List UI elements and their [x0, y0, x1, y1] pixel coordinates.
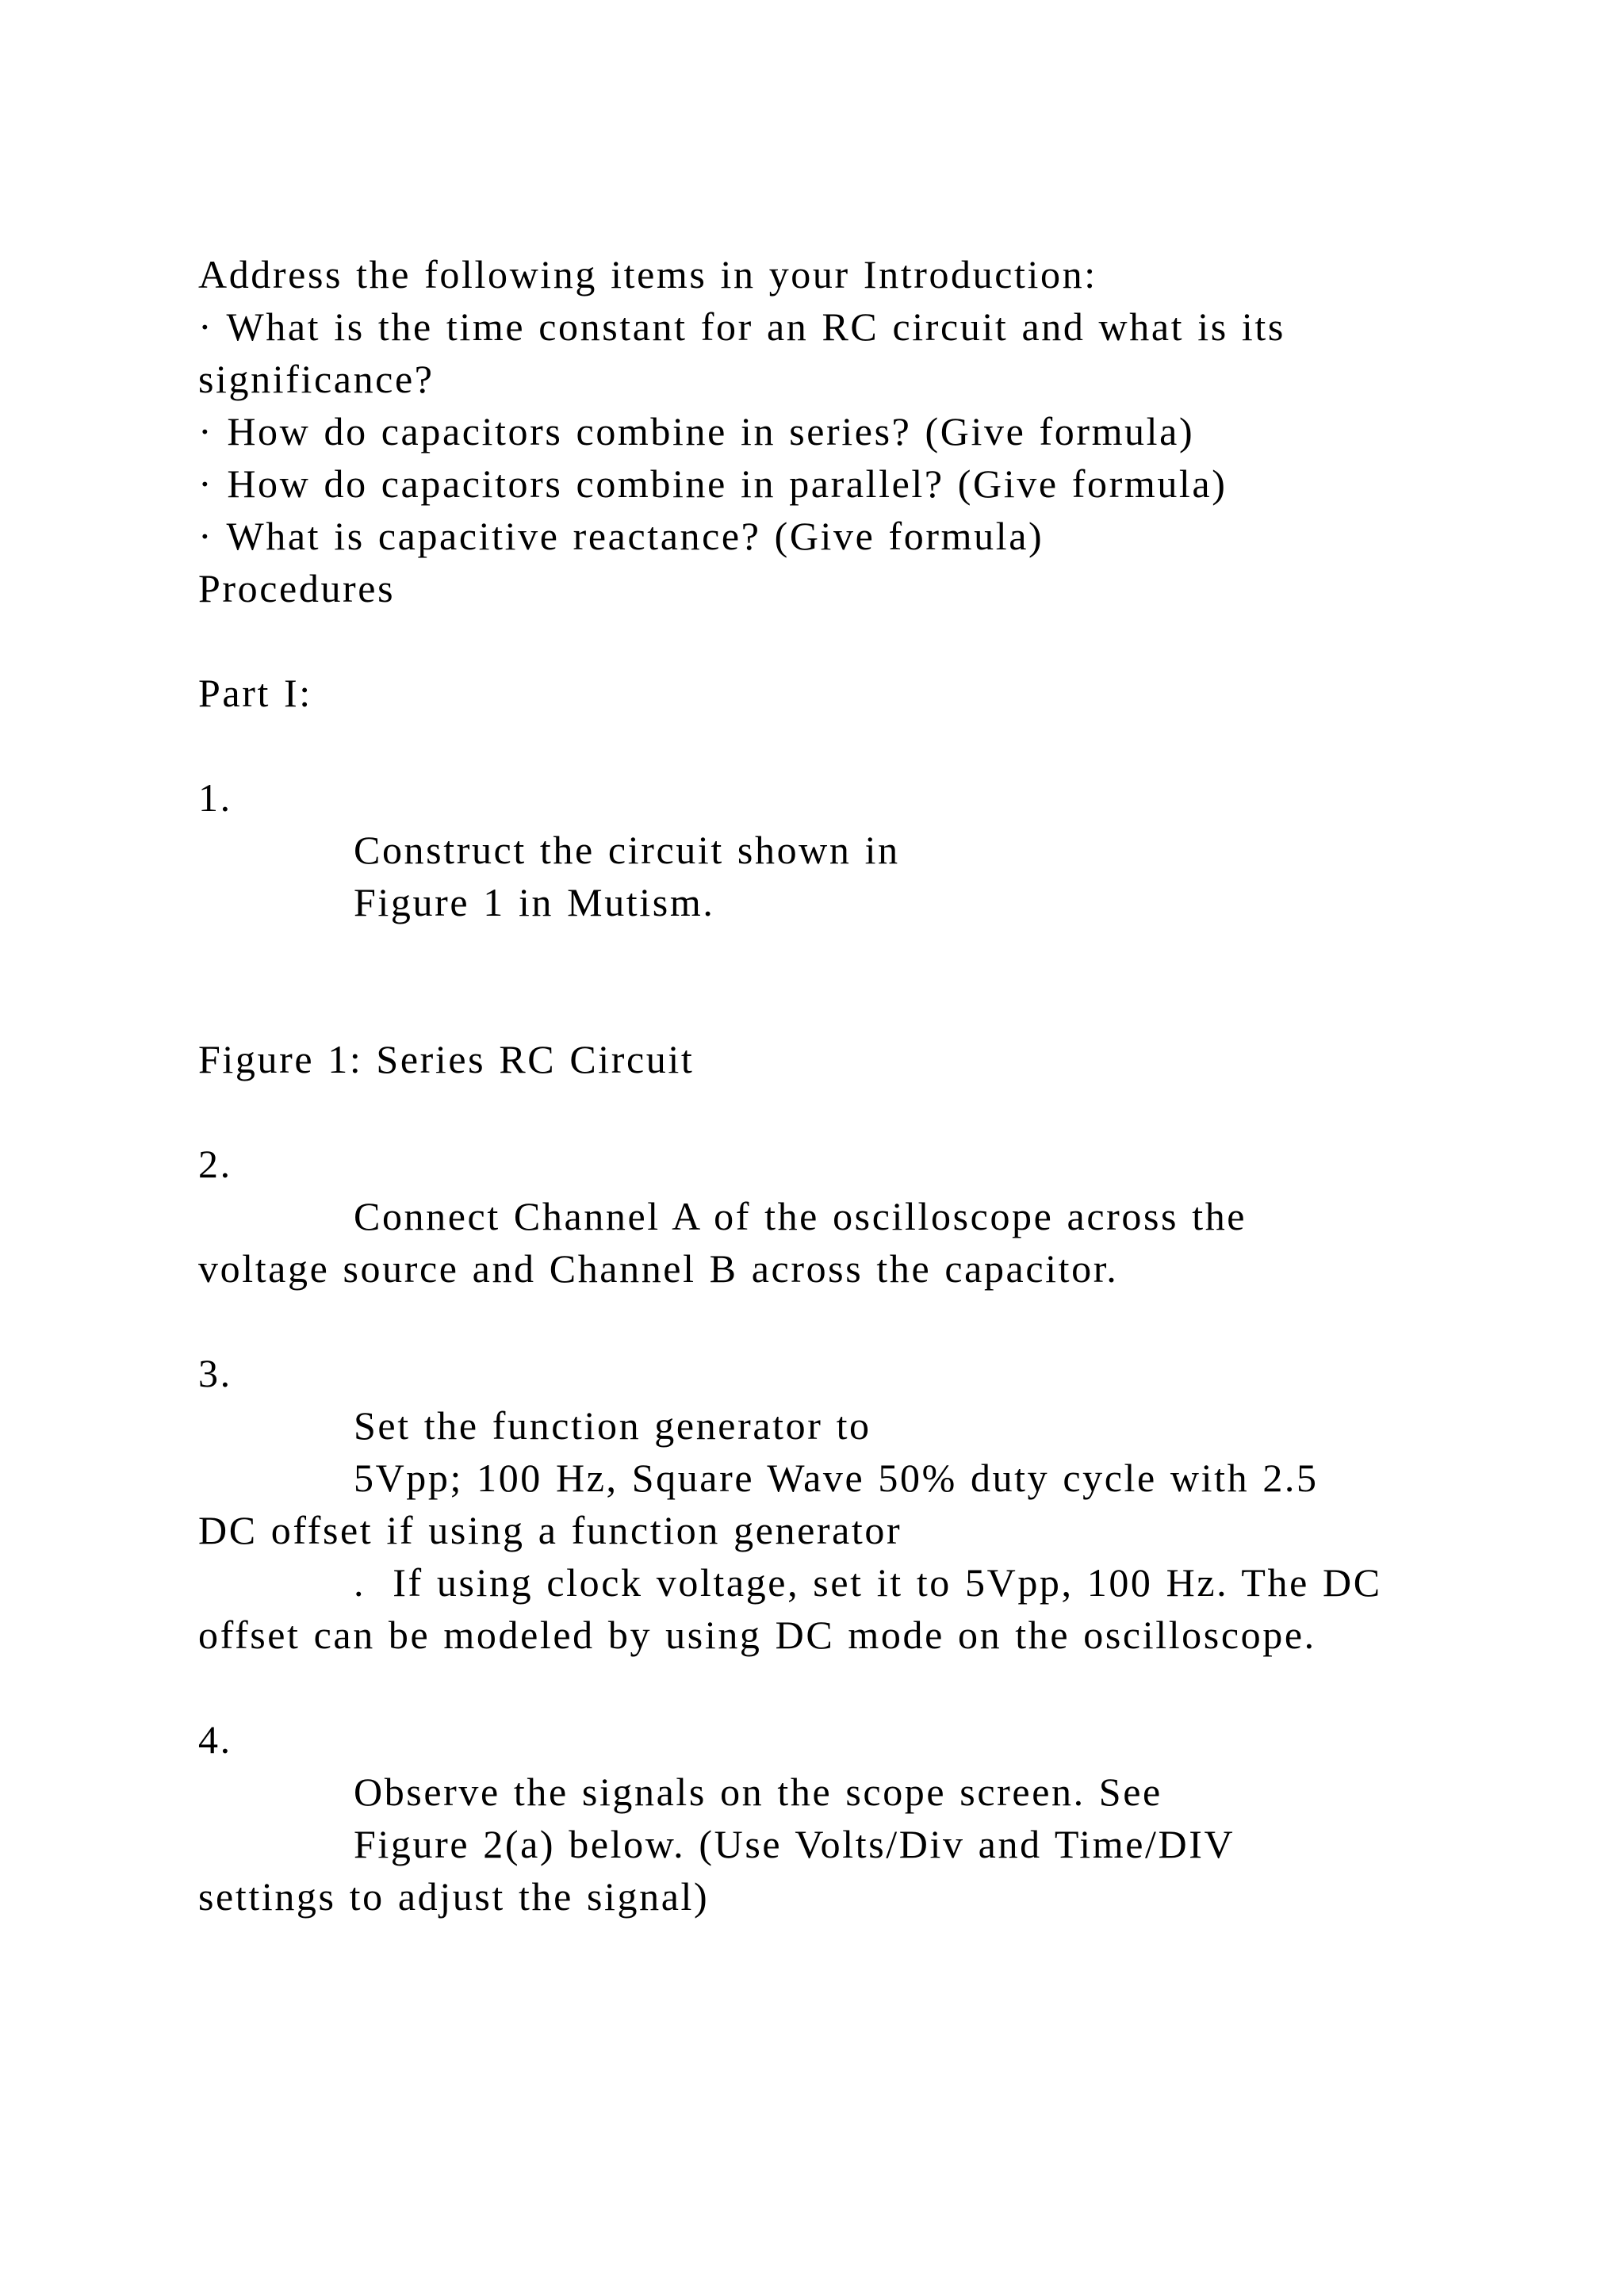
- intro-question-1-continued: significance?: [198, 357, 435, 401]
- step-3-settings: 5Vpp; 100 Hz, Square Wave 50% duty cycle with 2.5: [354, 1456, 1319, 1500]
- step-2-text: Connect Channel A of the oscilloscope across the: [354, 1194, 1247, 1238]
- step-2-text-continued: voltage source and Channel B across the capacitor.: [198, 1246, 1119, 1291]
- step-4-text-end: settings to adjust the signal): [198, 1874, 710, 1919]
- step-2-number: 2.: [198, 1142, 232, 1186]
- intro-question-3: · How do capacitors combine in parallel? (Give formula): [198, 461, 1228, 506]
- step-1-number: 1.: [198, 775, 232, 820]
- part-heading: Part I:: [198, 671, 312, 715]
- step-1-text: Construct the circuit shown in: [354, 828, 900, 872]
- step-4-text-continued: Figure 2(a) below. (Use Volts/Div and Time/DIV: [354, 1822, 1235, 1866]
- step-3-text: Set the function generator to: [354, 1403, 871, 1448]
- step-4-number: 4.: [198, 1717, 232, 1762]
- figure-1-caption: Figure 1: Series RC Circuit: [198, 1037, 695, 1081]
- intro-heading: Address the following items in your Introduction:: [198, 252, 1097, 297]
- intro-question-1: · What is the time constant for an RC circuit and what is its: [198, 304, 1285, 349]
- intro-question-4: · What is capacitive reactance? (Give formula): [198, 514, 1044, 558]
- step-1-text-continued: Figure 1 in Mutism.: [354, 880, 715, 924]
- intro-question-2: · How do capacitors combine in series? (Give formula): [198, 409, 1195, 453]
- procedures-heading: Procedures: [198, 566, 396, 610]
- step-3-settings-continued: DC offset if using a function generator: [198, 1508, 902, 1552]
- step-3-clock-note-continued: offset can be modeled by using DC mode on the oscilloscope.: [198, 1613, 1316, 1657]
- step-3-number: 3.: [198, 1351, 232, 1395]
- step-4-text: Observe the signals on the scope screen. See: [354, 1770, 1162, 1814]
- step-3-clock-note: . If using clock voltage, set it to 5Vpp, 100 Hz. The DC: [354, 1560, 1382, 1605]
